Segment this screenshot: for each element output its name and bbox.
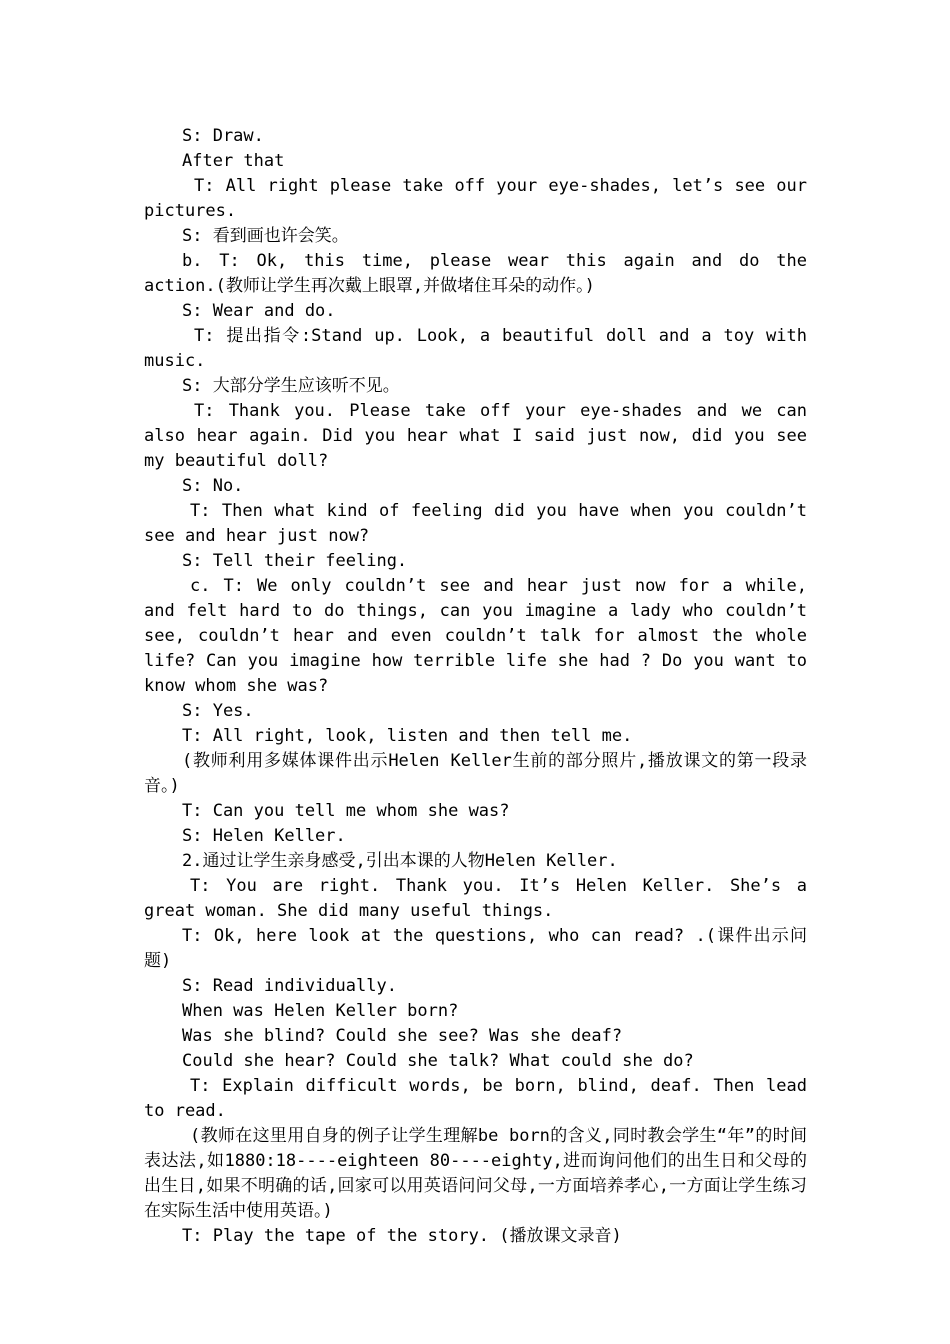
dialogue-line: T: Thank you. Please take off your eye-shades and we can also hear again. Did you hear what I said just now, did you see my beautiful doll?: [144, 401, 807, 471]
dialogue-line: S: 大部分学生应该听不见。: [182, 376, 400, 396]
dialogue-line: T: Ok, here look at the questions, who can read? .(课件出示问题): [144, 926, 807, 971]
dialogue-line: T: All right please take off your eye-shades, let’s see our pictures.: [144, 176, 807, 221]
dialogue-line: S: Wear and do.: [182, 301, 336, 321]
teacher-note: (教师在这里用自身的例子让学生理解be born的含义,同时教会学生“年”的时间表达法,如1880:18----eighteen 80----eighty,进而询问他们的出生日和父母的出生日,如果不明确的话,回家可以用英语问问父母,一方面培养孝心,一方面让学生练习在实际生活中使用英语。): [144, 1126, 807, 1221]
question-line: Was she blind? Could she see? Was she deaf?: [182, 1026, 623, 1046]
dialogue-line: T: All right, look, listen and then tell me.: [182, 726, 633, 746]
dialogue-line: c. T: We only couldn’t see and hear just now for a while, and felt hard to do things, can you imagine a lady who couldn’t see, couldn’t hear and even couldn’t talk for almost the whole life? Can you imagine how terrible life she had ? Do you want to know whom she was?: [144, 576, 807, 696]
dialogue-line: S: Helen Keller.: [182, 826, 346, 846]
document-body: [144, 124, 807, 1249]
dialogue-line: T: Then what kind of feeling did you have when you couldn’t see and hear just now?: [144, 501, 807, 546]
teacher-note: (教师利用多媒体课件出示Helen Keller生前的部分照片,播放课文的第一段录音。): [144, 751, 807, 796]
dialogue-line: S: Read individually.: [182, 976, 397, 996]
dialogue-line: T: You are right. Thank you. It’s Helen Keller. She’s a great woman. She did many useful things.: [144, 876, 807, 921]
dialogue-line: S: Tell their feeling.: [182, 551, 408, 571]
dialogue-line: S: 看到画也许会笑。: [182, 226, 349, 246]
section-heading: 2.通过让学生亲身感受,引出本课的人物Helen Keller.: [182, 851, 618, 871]
narration-line: After that: [182, 151, 285, 171]
dialogue-line: S: Yes.: [182, 701, 254, 721]
dialogue-line: b. T: Ok, this time, please wear this again and do the action.(教师让学生再次戴上眼罩,并做堵住耳朵的动作。): [144, 251, 807, 296]
dialogue-line: T: Play the tape of the story. (播放课文录音): [182, 1226, 622, 1246]
question-line: When was Helen Keller born?: [182, 1001, 459, 1021]
dialogue-line: T: Can you tell me whom she was?: [182, 801, 510, 821]
dialogue-line: T: 提出指令:Stand up. Look, a beautiful doll and a toy with music.: [144, 326, 807, 371]
question-line: Could she hear? Could she talk? What could she do?: [182, 1051, 694, 1071]
dialogue-line: S: Draw.: [182, 126, 264, 146]
dialogue-line: T: Explain difficult words, be born, blind, deaf. Then lead to read.: [144, 1076, 807, 1121]
dialogue-line: S: No.: [182, 476, 244, 496]
